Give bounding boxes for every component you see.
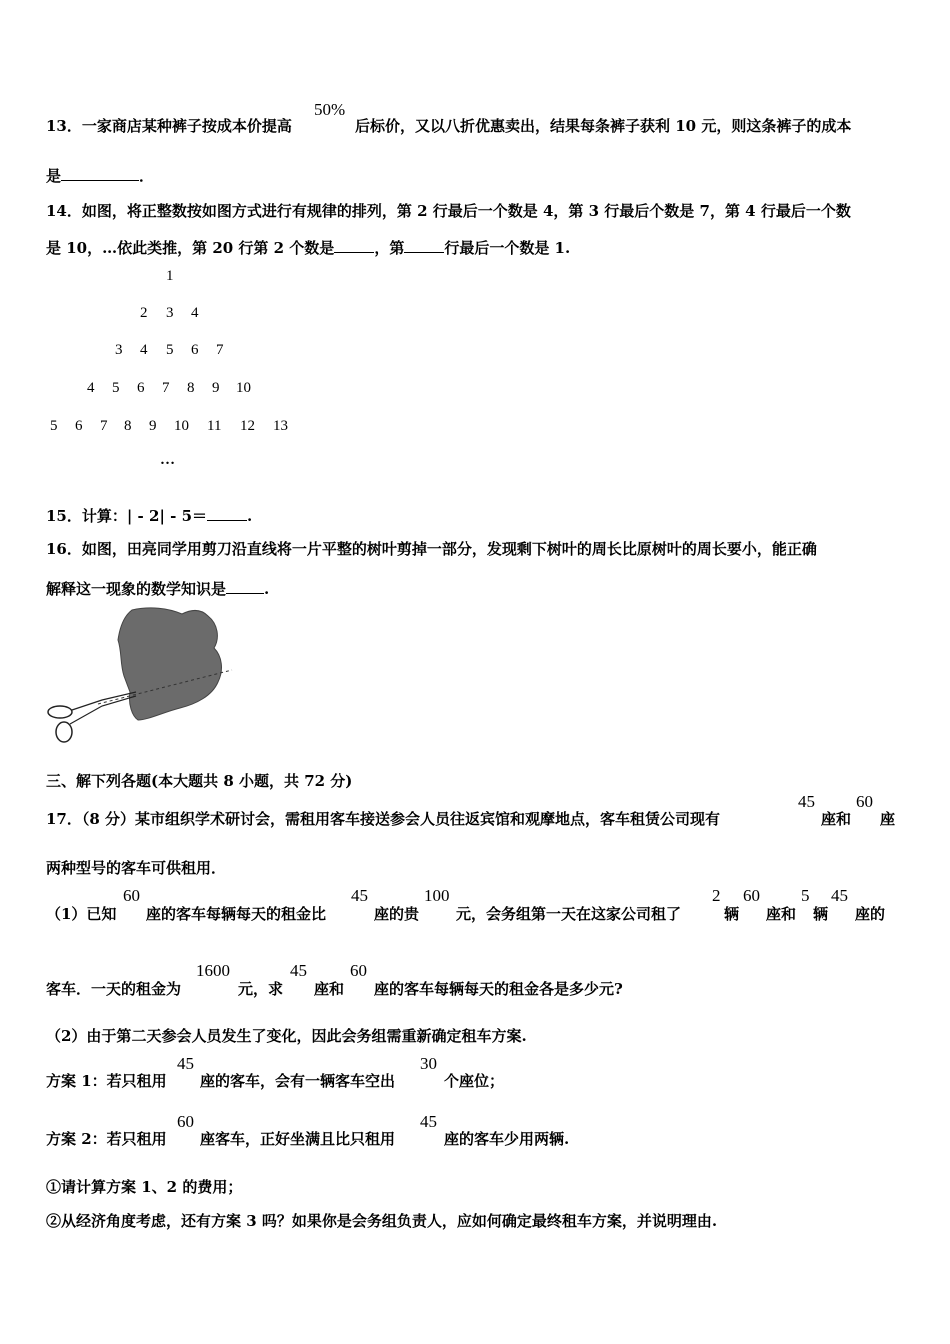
triangle-number: 5 (50, 418, 58, 434)
q17-number: 45 (420, 1112, 437, 1131)
q14-answer-blank-2[interactable] (404, 238, 444, 253)
q17-line1-b: 座和 (821, 810, 852, 828)
triangle-number: 12 (240, 418, 255, 434)
q17-line3-h: 座的 (855, 905, 886, 923)
q17-line7-b: 座客车，正好坐满且比只租用 (200, 1130, 396, 1148)
q13-text-c: 是 (46, 167, 62, 185)
triangle-number: 5 (166, 342, 174, 358)
q17-number: 45 (177, 1054, 194, 1073)
q17-number: 45 (351, 886, 368, 905)
q17-number: 100 (424, 886, 450, 905)
q16-end: . (264, 580, 270, 598)
q17-line6-a: 方案 1：若只租用 (46, 1072, 167, 1090)
q17-line3-c: 座的贵 (374, 905, 420, 923)
triangle-number: 7 (162, 380, 170, 396)
q17-line2: 两种型号的客车可供租用． (46, 859, 227, 877)
q17-line8: ①请计算方案 1、2 的费用； (46, 1178, 243, 1196)
triangle-number: 10 (236, 380, 251, 396)
q13-text-a: 13．一家商店某种裤子按成本价提高 (46, 117, 292, 135)
section-3-heading: 三、解下列各题(本大题共 8 小题，共 72 分) (46, 772, 353, 790)
triangle-number: 9 (149, 418, 157, 434)
q13-text-d: ． (139, 167, 155, 185)
triangle-number: 2 (140, 305, 148, 321)
q17-line9: ②从经济角度考虑，还有方案 3 吗？如果你是会务组负责人，应如何确定最终租车方案，并说明理由. (46, 1212, 718, 1230)
q17-line3-g: 辆 (813, 905, 829, 923)
q15-end: . (247, 507, 253, 525)
q17-line6-c: 个座位； (444, 1072, 505, 1090)
q14-text-a: 是 10，…依此类推，第 20 行第 2 个数是 (46, 239, 335, 257)
q17-number: 45 (798, 792, 815, 811)
q17-number: 2 (712, 886, 721, 905)
triangle-number: 4 (87, 380, 95, 396)
q16-text: 解释这一现象的数学知识是 (46, 580, 227, 598)
triangle-ellipsis: … (160, 452, 175, 468)
triangle-number: 8 (124, 418, 132, 434)
triangle-number: 13 (273, 418, 288, 434)
triangle-number: 7 (216, 342, 224, 358)
q14-answer-blank-1[interactable] (334, 238, 374, 253)
q17-line7-a: 方案 2：若只租用 (46, 1130, 167, 1148)
q17-line3-f: 座和 (766, 905, 797, 923)
q14-line2 (46, 237, 570, 258)
q17-line1-a: 17．（8 分）某市组织学术研讨会，需租用客车接送参会人员往返宾馆和观摩地点，客车租赁公司现有 (46, 810, 721, 828)
q15-line (46, 505, 252, 526)
q13-text-b: 后标价，又以八折优惠卖出，结果每条裤子获利 10 元，则这条裤子的成本 (355, 117, 852, 135)
q17-line4-c: 座和 (314, 980, 345, 998)
q17-line6-b: 座的客车，会有一辆客车空出 (200, 1072, 396, 1090)
q13-answer-blank[interactable] (61, 166, 139, 181)
q17-line3-d: 元，会务组第一天在这家公司租了 (456, 905, 682, 923)
triangle-number: 8 (187, 380, 195, 396)
triangle-number: 10 (174, 418, 189, 434)
triangle-number: 3 (115, 342, 123, 358)
triangle-number: 7 (100, 418, 108, 434)
q17-line1-c: 座 (880, 810, 896, 828)
q16-line2 (46, 578, 269, 599)
triangle-number: 4 (140, 342, 148, 358)
q14-line1: 14．如图，将正整数按如图方式进行有规律的排列，第 2 行最后一个数是 4，第 3 行最后个数是 7，第 4 行最后一个数 (46, 202, 851, 220)
q17-number: 30 (420, 1054, 437, 1073)
q17-line3-a: （1）已知 (46, 905, 117, 923)
q17-line5: （2）由于第二天参会人员发生了变化，因此会务组需重新确定租车方案. (46, 1027, 527, 1045)
q17-number: 60 (123, 886, 140, 905)
leaf-scissors-figure (40, 604, 240, 749)
triangle-number: 3 (166, 305, 174, 321)
q17-number: 60 (350, 961, 367, 980)
triangle-number: 5 (112, 380, 120, 396)
q17-number: 5 (801, 886, 810, 905)
triangle-number: 6 (191, 342, 199, 358)
q16-answer-blank[interactable] (226, 579, 264, 594)
scissors-blade (72, 692, 136, 710)
q17-line4-a: 客车．一天的租金为 (46, 980, 182, 998)
triangle-number: 6 (75, 418, 83, 434)
q14-text-b: ，第 (374, 239, 405, 257)
triangle-number: 11 (207, 418, 222, 434)
q15-answer-blank[interactable] (207, 506, 247, 521)
triangle-number: 4 (191, 305, 199, 321)
q17-number: 60 (856, 792, 873, 811)
q17-number: 45 (831, 886, 848, 905)
q17-number: 60 (177, 1112, 194, 1131)
q16-line1: 16．如图，田亮同学用剪刀沿直线将一片平整的树叶剪掉一部分，发现剩下树叶的周长比原树叶的周长要小，能正确 (46, 540, 817, 558)
scissors-handle (56, 722, 72, 742)
leaf-shape (118, 608, 221, 720)
triangle-number: 9 (212, 380, 220, 396)
q14-text-c: 行最后一个数是 1. (444, 239, 571, 257)
triangle-number: 1 (166, 268, 174, 284)
q17-line4-d: 座的客车每辆每天的租金各是多少元? (374, 980, 623, 998)
q17-line3-e: 辆 (724, 905, 740, 923)
q17-number: 1600 (196, 961, 230, 980)
q17-line3-b: 座的客车每辆每天的租金比 (146, 905, 327, 923)
q15-text: 15．计算：| - 2| - 5＝ (46, 507, 208, 525)
q13-line2 (46, 165, 154, 186)
scissors-handle (48, 706, 72, 718)
q13-line1 (46, 115, 292, 136)
q17-line7-c: 座的客车少用两辆. (444, 1130, 570, 1148)
triangle-number: 6 (137, 380, 145, 396)
q17-number: 45 (290, 961, 307, 980)
q13-percent: 50% (314, 100, 346, 119)
q17-line4-b: 元，求 (238, 980, 284, 998)
q17-number: 60 (743, 886, 760, 905)
